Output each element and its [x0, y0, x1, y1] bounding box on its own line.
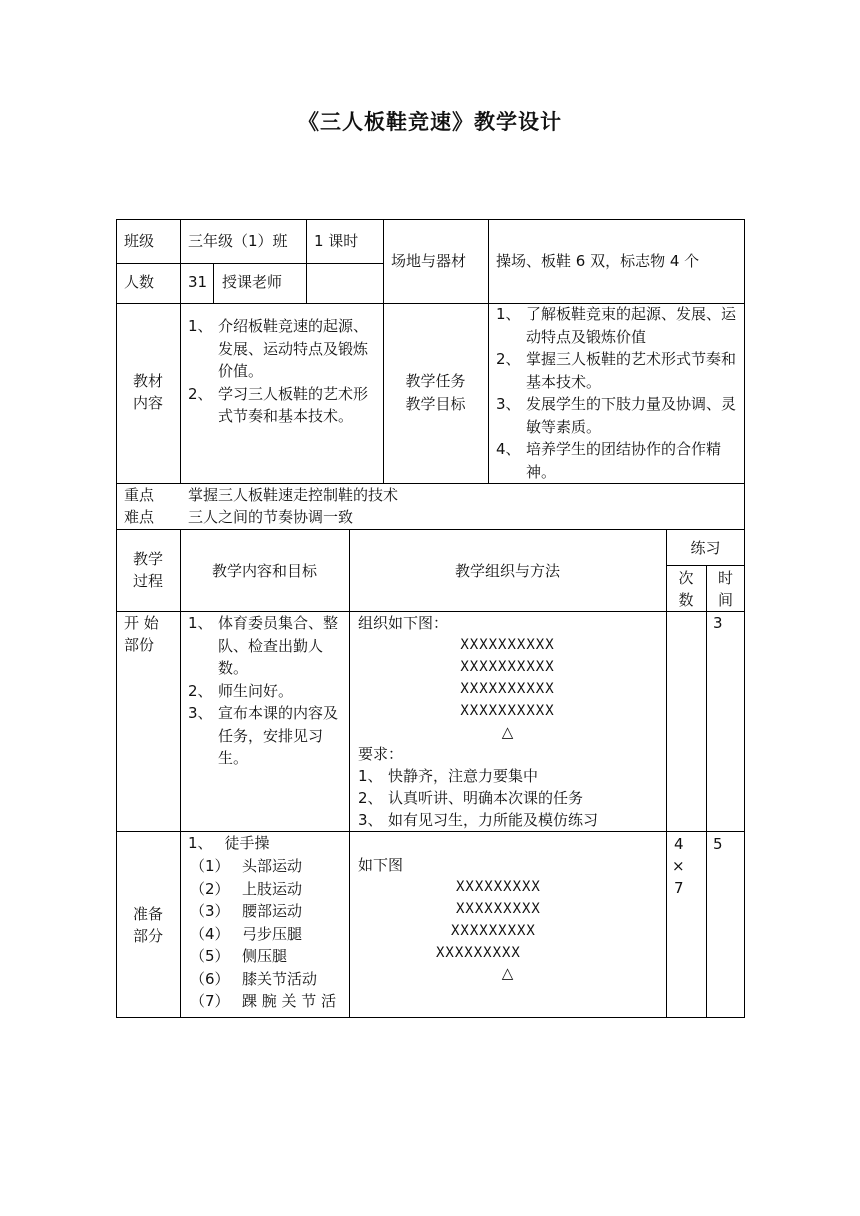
teacher-position-icon: △	[501, 723, 514, 741]
goal-label: 教学目标	[405, 395, 466, 413]
class-value: 三年级（1）班	[188, 232, 288, 250]
list-item: 1、 介绍板鞋竞速的起源、发展、运动特点及锻炼价值。	[188, 317, 369, 380]
period-value: 1 课时	[314, 232, 359, 250]
venue-value: 操场、板鞋 6 双，标志物 4 个	[496, 252, 700, 270]
start-section-label: 开 始 部份	[124, 614, 159, 654]
list-item: 1、 了解板鞋竞束的起源、发展、运动特点及锻炼价值	[496, 305, 737, 346]
count-label: 人数	[124, 273, 155, 291]
formation-row: XXXXXXXXX	[451, 923, 536, 939]
formation-row: XXXXXXXXX	[456, 901, 541, 917]
list-item: （1） 头部运动	[190, 857, 303, 875]
venue-label: 场地与器材	[391, 252, 467, 270]
list-item: 2、 认真听讲、明确本次课的任务	[358, 789, 584, 807]
key-point: 掌握三人板鞋速走控制鞋的技术	[188, 486, 399, 504]
formation-row: XXXXXXXXX	[456, 879, 541, 895]
prep-duration: 5	[713, 835, 723, 853]
content-list	[188, 315, 376, 428]
content-label: 教材内容	[133, 372, 164, 412]
list-item: （3） 腰部运动	[190, 902, 303, 920]
formation-row: XXXXXXXXXX	[460, 637, 555, 653]
prep-section-label: 准备	[132, 905, 163, 923]
times-header: 次数	[678, 569, 694, 609]
difficulty-point: 三人之间的节奏协调一致	[188, 508, 354, 526]
list-item: （7） 踝 腕 关 节 活	[190, 992, 337, 1010]
prep-exercise-list	[190, 855, 346, 1013]
prep-head: 1、 徒手操	[188, 834, 270, 852]
list-item: 3、 宣布本课的内容及任务，安排见习生。	[188, 704, 339, 767]
list-item: 1、 体育委员集合、整队、检查出勤人数。	[188, 614, 339, 677]
list-item: 2、 学习三人板鞋的艺术形式节奏和基本技术。	[188, 384, 369, 425]
list-item: 3、 发展学生的下肢力量及协调、灵敏等素质。	[496, 395, 737, 436]
duration-header: 时间	[717, 569, 733, 609]
class-label: 班级	[124, 232, 155, 250]
list-item: 2、 师生问好。	[188, 681, 294, 700]
requirements-title: 要求：	[358, 745, 404, 763]
list-item: 1、 快静齐，注意力要集中	[358, 767, 539, 785]
requirements-list	[358, 765, 663, 831]
prep-section-label-2: 部分	[132, 927, 163, 945]
content-goal-header: 教学内容和目标	[211, 562, 317, 580]
list-item: （6） 膝关节活动	[190, 969, 318, 988]
start-content-list	[188, 612, 344, 770]
prep-times-multiply: ×	[672, 857, 685, 875]
prep-org-title: 如下图	[358, 856, 404, 874]
process-label: 教学过程	[132, 550, 163, 590]
start-duration: 3	[713, 614, 723, 632]
prep-times-count: 7	[674, 879, 684, 897]
prep-times: 4	[674, 835, 684, 853]
list-item: （5） 侧压腿	[190, 947, 288, 965]
count-value: 31	[188, 273, 208, 291]
teacher-label: 授课老师	[222, 273, 283, 291]
list-item: （4） 弓步压腿	[190, 924, 303, 943]
formation-row: XXXXXXXXX	[436, 945, 521, 961]
difficulty-label: 难点	[124, 508, 155, 526]
list-item: 2、 掌握三人板鞋的艺术形式节奏和基本技术。	[496, 350, 737, 391]
formation-row: XXXXXXXXXX	[460, 659, 555, 675]
task-label: 教学任务	[405, 372, 466, 390]
method-header: 教学组织与方法	[454, 562, 560, 580]
list-item: 4、 培养学生的团结协作的合作精神。	[496, 440, 722, 481]
list-item: 3、 如有见习生，力所能及模仿练习	[358, 811, 599, 829]
practice-header: 练习	[690, 539, 721, 557]
key-label: 重点	[124, 486, 155, 504]
teacher-position-icon: △	[501, 964, 514, 982]
list-item: （2） 上肢运动	[190, 879, 303, 898]
formation-row: XXXXXXXXXX	[460, 681, 555, 697]
document-title: 《三人板鞋竞速》教学设计	[298, 110, 562, 134]
goals-list	[496, 303, 740, 483]
org-title: 组织如下图：	[358, 614, 449, 632]
formation-row: XXXXXXXXXX	[460, 703, 555, 719]
